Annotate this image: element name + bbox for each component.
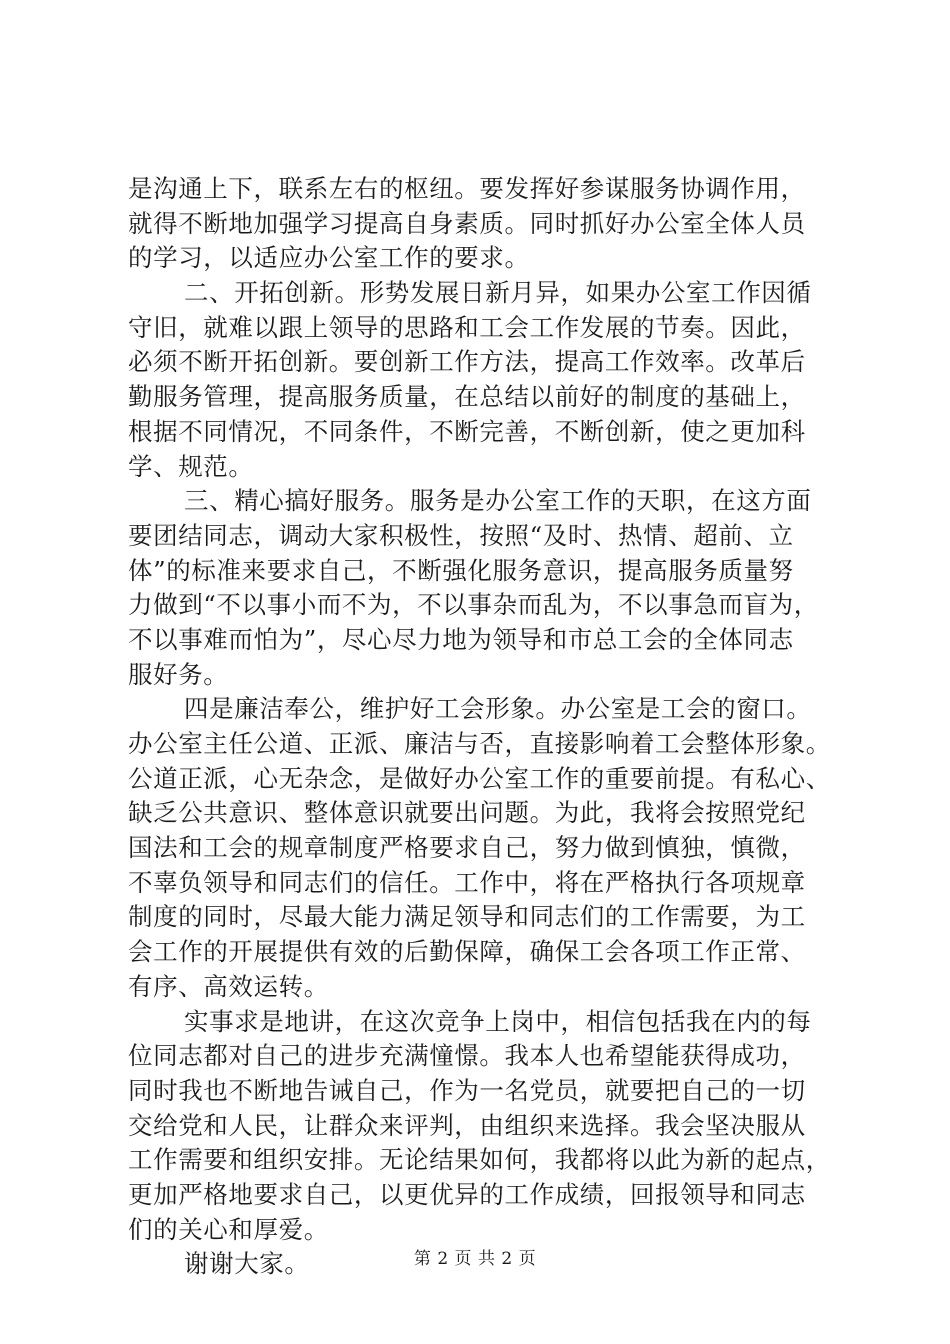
text-line: 服好务。 (128, 659, 229, 689)
paragraph-first-line: 四是廉洁奉公，维护好工会形象。办公室是工会的窗口。 (184, 694, 812, 724)
paragraph-first-line: 谢谢大家。 (184, 1249, 310, 1279)
text-line: 必须不断开拓创新。要创新工作方法，提高工作效率。改革后 (128, 347, 806, 377)
text-line: 守旧，就难以跟上领导的思路和工会工作发展的节奏。因此， (128, 312, 806, 342)
paragraph-first-line: 实事求是地讲，在这次竞争上岗中，相信包括我在内的每 (184, 1006, 812, 1036)
paragraph-first-line: 三、精心搞好服务。服务是办公室工作的天职，在这方面 (184, 486, 812, 516)
text-line: 勤服务管理，提高服务质量，在总结以前好的制度的基础上， (128, 382, 806, 412)
page-footer: 第 2 页 共 2 页 (413, 1249, 537, 1269)
text-line: 更加严格地要求自己，以更优异的工作成绩，回报领导和同志 (128, 1179, 806, 1209)
text-line: 根据不同情况，不同条件，不断完善，不断创新，使之更加科 (128, 416, 806, 446)
text-line: 体”的标准来要求自己，不断强化服务意识，提高服务质量努 (128, 555, 794, 585)
text-line: 会工作的开展提供有效的后勤保障，确保工会各项工作正常、 (128, 937, 806, 967)
text-line: 要团结同志，调动大家积极性，按照“及时、热情、超前、立 (128, 520, 794, 550)
text-line: 的学习，以适应办公室工作的要求。 (128, 243, 530, 273)
text-line: 公道正派，心无杂念，是做好办公室工作的重要前提。有私心、 (128, 763, 831, 793)
text-line: 有序、高效运转。 (128, 971, 329, 1001)
text-line: 学、规范。 (128, 451, 254, 481)
text-line: 同时我也不断地告诫自己，作为一名党员，就要把自己的一切 (128, 1075, 806, 1105)
text-line: 们的关心和厚爱。 (128, 1214, 329, 1244)
text-line: 力做到“不以事小而不为，不以事杂而乱为，不以事急而盲为， (128, 590, 819, 620)
text-line: 位同志都对自己的进步充满憧憬。我本人也希望能获得成功， (128, 1041, 806, 1071)
text-line: 不辜负领导和同志们的信任。工作中，将在严格执行各项规章 (128, 867, 806, 897)
text-line: 办公室主任公道、正派、廉洁与否，直接影响着工会整体形象。 (128, 729, 831, 758)
text-line: 缺乏公共意识、整体意识就要出问题。为此，我将会按照党纪 (128, 798, 806, 828)
text-line: 制度的同时，尽最大能力满足领导和同志们的工作需要，为工 (128, 902, 806, 932)
paragraph-first-line: 二、开拓创新。形势发展日新月异，如果办公室工作因循 (184, 278, 812, 308)
text-line: 就得不断地加强学习提高自身素质。同时抓好办公室全体人员 (128, 208, 806, 238)
text-line: 是沟通上下，联系左右的枢纽。要发挥好参谋服务协调作用， (128, 174, 806, 203)
text-line: 工作需要和组织安排。无论结果如何，我都将以此为新的起点， (128, 1145, 831, 1175)
text-line: 国法和工会的规章制度严格要求自己，努力做到慎独，慎微， (128, 833, 806, 863)
document-body (128, 172, 844, 1282)
text-line: 不以事难而怕为”，尽心尽力地为领导和市总工会的全体同志 (128, 624, 794, 654)
text-line: 交给党和人民，让群众来评判，由组织来选择。我会坚决服从 (128, 1110, 806, 1140)
